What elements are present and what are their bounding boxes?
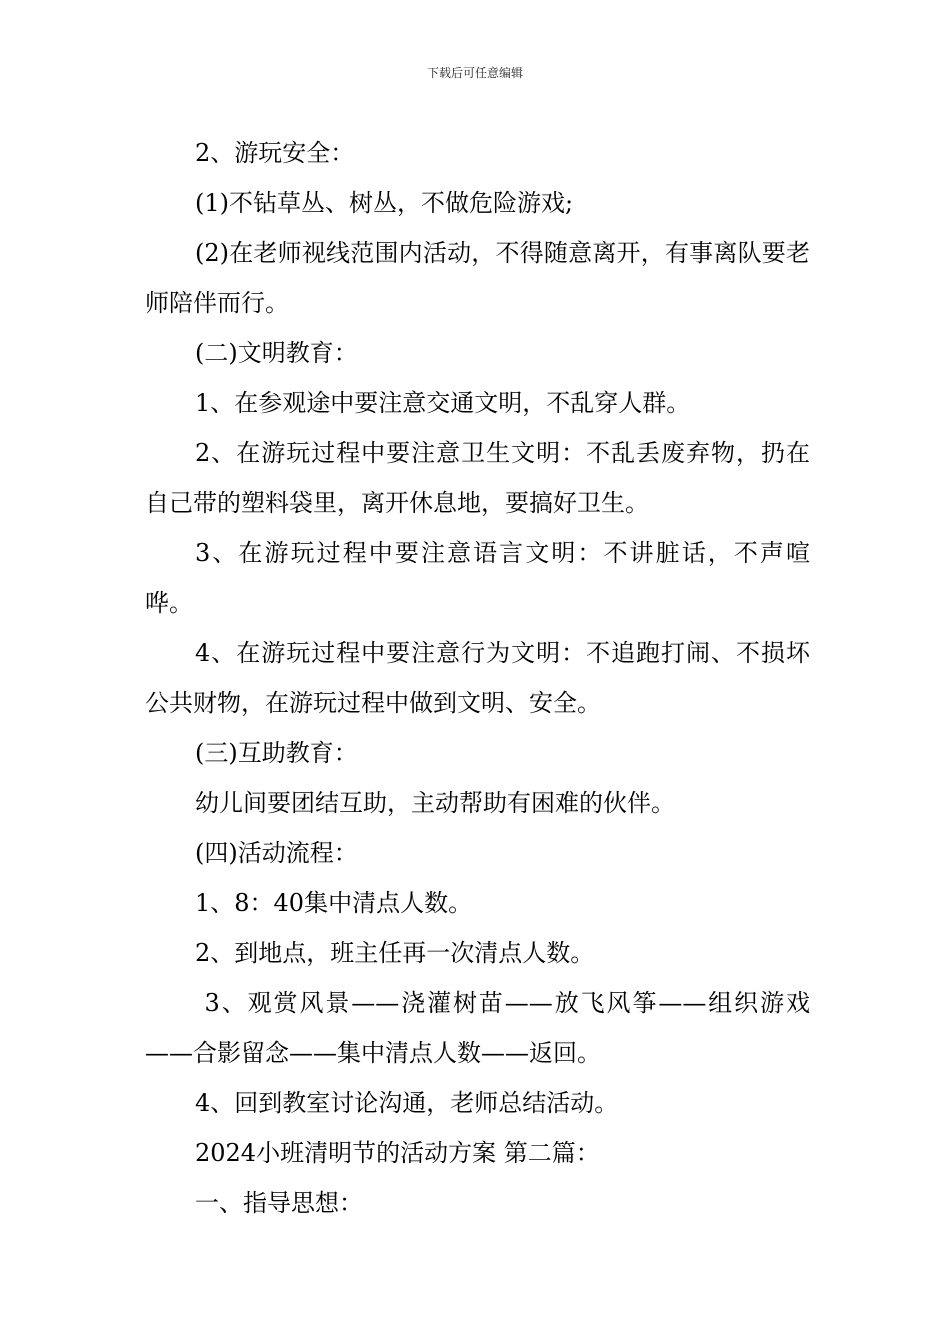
paragraph: 3、在游玩过程中要注意语言文明：不讲脏话，不声喧哗。: [145, 539, 810, 617]
document-body: [145, 128, 810, 1228]
paragraph: 2、游玩安全：: [195, 139, 355, 167]
paragraph: 2024小班清明节的活动方案 第二篇：: [195, 1139, 600, 1167]
paragraph: 一、指导思想：: [195, 1189, 363, 1217]
paragraph: (三)互助教育：: [195, 739, 358, 767]
paragraph: 2、到地点，班主任再一次清点人数。: [195, 939, 595, 967]
paragraph: (四)活动流程：: [195, 839, 358, 867]
paragraph: (2)在老师视线范围内活动，不得随意离开，有事离队要老师陪伴而行。: [145, 239, 810, 317]
page-header-note: 下载后可任意编辑: [426, 66, 523, 80]
paragraph: 1、8：40集中清点人数。: [195, 889, 473, 917]
paragraph: 幼儿间要团结互助，主动帮助有困难的伙伴。: [195, 789, 675, 817]
paragraph: 4、回到教室讨论沟通，老师总结活动。: [195, 1089, 619, 1117]
paragraph: 4、在游玩过程中要注意行为文明：不追跑打闹、不损坏公共财物，在游玩过程中做到文明、安全。: [145, 639, 810, 717]
paragraph: 1、在参观途中要注意交通文明，不乱穿人群。: [195, 389, 691, 417]
paragraph: (1)不钻草丛、树丛，不做危险游戏;: [195, 189, 574, 217]
paragraph: 3、观赏风景——浇灌树苗——放飞风筝——组织游戏——合影留念——集中清点人数——返回。: [145, 989, 810, 1067]
paragraph: (二)文明教育：: [195, 339, 358, 367]
paragraph: 2、在游玩过程中要注意卫生文明：不乱丢废弃物，扔在自己带的塑料袋里，离开休息地，要搞好卫生。: [145, 439, 810, 517]
